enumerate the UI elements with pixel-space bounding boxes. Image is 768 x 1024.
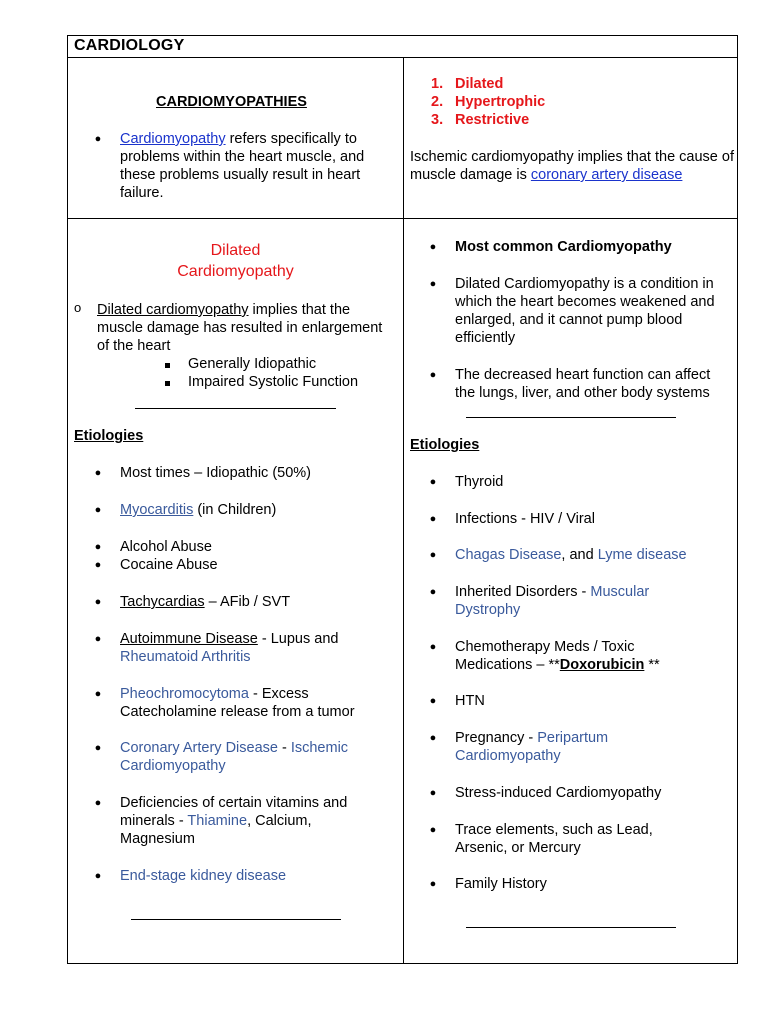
rheumatoid-arthritis-link[interactable]: Rheumatoid Arthritis: [120, 649, 251, 665]
list-number: 3.: [431, 112, 444, 128]
peripartum-link[interactable]: Peripartum: [537, 730, 609, 746]
etiology-infections: Infections - HIV / Viral: [455, 511, 595, 527]
etiology-autoimmune: Autoimmune Disease - Lupus and Rheumatoid Arthritis: [120, 631, 339, 665]
most-common-note: Most common Cardiomyopathy: [455, 239, 672, 255]
bullet-dot: ●: [94, 688, 102, 700]
etiologies-heading-left: Etiologies: [74, 428, 144, 444]
coronary-artery-disease-link[interactable]: coronary artery disease: [530, 167, 683, 183]
peripartum-cardiomyopathy-link[interactable]: Cardiomyopathy: [455, 748, 561, 764]
table-header: [68, 36, 737, 58]
etiology-pheochromocytoma: Pheochromocytoma - Excess Catecholamine release from a tumor: [120, 686, 355, 720]
etiology-alcohol: Alcohol Abuse: [120, 539, 212, 555]
sub-item-idiopathic: Generally Idiopathic: [188, 356, 317, 372]
bullet-dot: ●: [94, 742, 102, 754]
etiologies-heading-right: Etiologies: [410, 437, 480, 453]
muscular-dystrophy-link-2[interactable]: Dystrophy: [455, 602, 521, 618]
bullet-dot: ●: [94, 467, 102, 479]
type-restrictive: Restrictive: [455, 112, 530, 128]
cardiology-table: [67, 35, 738, 964]
bullet-dot: ●: [94, 504, 102, 516]
bullet-dot: ●: [429, 476, 437, 488]
circle-bullet: o: [74, 300, 82, 315]
separator-line: [131, 919, 341, 920]
pheochromocytoma-link[interactable]: Pheochromocytoma: [120, 686, 249, 702]
row-divider: [68, 218, 737, 219]
bullet-dot: ●: [94, 633, 102, 645]
cardiomyopathies-heading: CARDIOMYOPATHIES: [156, 94, 307, 110]
bullet-dot: ●: [94, 870, 102, 882]
cardiomyopathy-definition: Cardiomyopathy refers specifically to problems within the heart muscle, and these problems usually result in heart failure.: [120, 131, 365, 201]
muscular-dystrophy-link[interactable]: Muscular: [590, 584, 650, 600]
bullet-dot: ●: [94, 133, 102, 145]
bullet-dot: ●: [429, 241, 437, 253]
myocarditis-link[interactable]: Myocarditis: [120, 502, 194, 518]
dilated-intro: Dilated cardiomyopathy implies that the muscle damage has resulted in enlargement of the heart: [97, 302, 383, 354]
etiology-trace-elements: Trace elements, such as Lead, Arsenic, or Mercury: [455, 822, 653, 856]
etiology-cocaine: Cocaine Abuse: [120, 557, 218, 573]
decreased-function-note: The decreased heart function can affect the lungs, liver, and other body systems: [455, 367, 711, 401]
list-number: 2.: [431, 94, 444, 110]
bullet-dot: ●: [94, 541, 102, 553]
etiology-myocarditis: Myocarditis (in Children): [120, 502, 277, 518]
bullet-dot: ●: [429, 513, 437, 525]
coronary-artery-disease-link-2[interactable]: Coronary Artery Disease: [120, 740, 278, 756]
lyme-disease-link[interactable]: Lyme disease: [597, 547, 687, 563]
etiology-chagas-lyme: Chagas Disease, and Lyme disease: [455, 547, 687, 563]
etiology-stress: Stress-induced Cardiomyopathy: [455, 785, 662, 801]
column-divider: [403, 58, 404, 964]
end-stage-kidney-disease-link[interactable]: End-stage kidney disease: [120, 868, 287, 884]
bullet-dot: ●: [94, 797, 102, 809]
sub-item-systolic: Impaired Systolic Function: [188, 374, 359, 390]
bullet-dot: ●: [429, 549, 437, 561]
type-dilated: Dilated: [455, 76, 504, 92]
etiology-htn: HTN: [455, 693, 485, 709]
etiology-kidney: [120, 867, 286, 885]
bullet-dot: ●: [94, 596, 102, 608]
square-bullet: [165, 381, 170, 386]
bullet-dot: ●: [429, 278, 437, 290]
cardiomyopathy-link[interactable]: Cardiomyopathy: [120, 131, 226, 147]
doxorubicin-text: Doxorubicin: [559, 657, 645, 673]
bullet-dot: ●: [429, 369, 437, 381]
etiology-coronary: Coronary Artery Disease - Ischemic Cardiomyopathy: [120, 740, 349, 774]
separator-line: [466, 927, 676, 928]
bullet-dot: ●: [94, 559, 102, 571]
bullet-dot: ●: [429, 586, 437, 598]
separator-line: [135, 408, 336, 409]
dilated-description: Dilated Cardiomyopathy is a condition in which the heart becomes weakened and enlarged, and it cannot pump blood efficiently: [455, 276, 715, 346]
etiology-chemotherapy: Chemotherapy Meds / Toxic Medications – **Doxorubicin **: [455, 639, 660, 673]
chagas-disease-link[interactable]: Chagas Disease: [455, 547, 562, 563]
list-number: 1.: [431, 76, 444, 92]
bullet-dot: ●: [429, 695, 437, 707]
dilated-cardiomyopathy-title: Dilated Cardiomyopathy: [177, 242, 294, 280]
bullet-dot: ●: [429, 641, 437, 653]
type-hypertrophic: Hypertrophic: [455, 94, 546, 110]
separator-line: [466, 417, 676, 418]
etiology-thyroid: Thyroid: [455, 474, 504, 490]
square-bullet: [165, 363, 170, 368]
etiology-pregnancy: Pregnancy - Peripartum Cardiomyopathy: [455, 730, 609, 764]
etiology-idiopathic: Most times – Idiopathic (50%): [120, 465, 311, 481]
etiology-tachycardias: Tachycardias – AFib / SVT: [120, 594, 291, 610]
etiology-deficiencies: Deficiencies of certain vitamins and minerals - Thiamine, Calcium, Magnesium: [120, 795, 348, 847]
bullet-dot: ●: [429, 824, 437, 836]
thiamine-link[interactable]: Thiamine: [187, 813, 248, 829]
etiology-family-history: Family History: [455, 876, 547, 892]
bullet-dot: ●: [429, 878, 437, 890]
bullet-dot: ●: [429, 732, 437, 744]
etiology-inherited: Inherited Disorders - Muscular Dystrophy: [455, 584, 650, 618]
ischemic-note: Ischemic cardiomyopathy implies that the cause of muscle damage is coronary artery disease: [410, 149, 734, 183]
bullet-dot: ●: [429, 787, 437, 799]
page-title: CARDIOLOGY: [74, 37, 185, 54]
ischemic-cardiomyopathy-link[interactable]: Ischemic Cardiomyopathy: [120, 740, 349, 774]
